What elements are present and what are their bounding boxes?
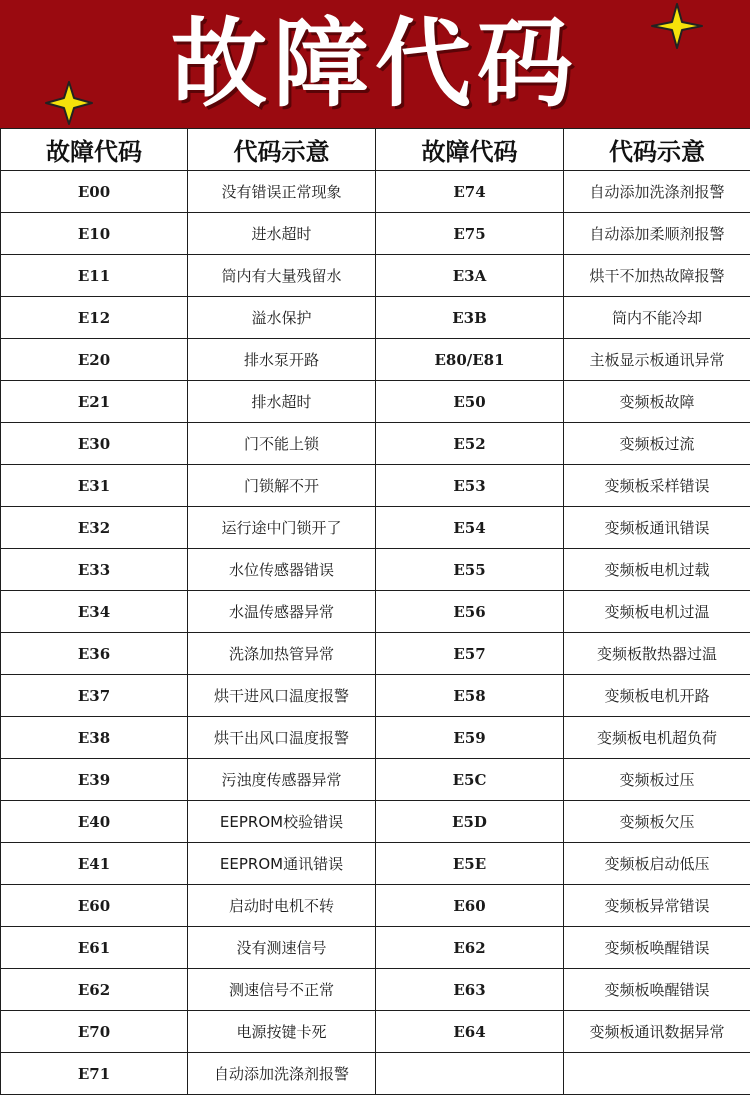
fault-code-cell: E54 [376, 507, 564, 549]
code-meaning-cell: 筒内不能冷却 [564, 297, 750, 339]
fault-code-cell: E57 [376, 633, 564, 675]
table-row [1, 843, 750, 885]
fault-code-cell: E74 [376, 171, 564, 213]
code-meaning-cell: 烘干不加热故障报警 [564, 255, 750, 297]
code-meaning-cell: 洗涤加热管异常 [188, 633, 376, 675]
table-row [1, 1011, 750, 1053]
fault-code-cell: E80/E81 [376, 339, 564, 381]
fault-code-cell: E60 [376, 885, 564, 927]
code-meaning-cell: 没有错误正常现象 [188, 171, 376, 213]
sparkle-star-icon [650, 2, 704, 50]
code-meaning-cell: 污浊度传感器异常 [188, 759, 376, 801]
fault-code-cell: E75 [376, 213, 564, 255]
table-row [1, 885, 750, 927]
code-meaning-cell: 烘干出风口温度报警 [188, 717, 376, 759]
fault-code-cell [376, 1053, 564, 1095]
table-row [1, 927, 750, 969]
fault-code-cell: E21 [1, 381, 188, 423]
code-meaning-cell: 溢水保护 [188, 297, 376, 339]
fault-code-cell: E70 [1, 1011, 188, 1053]
table-row [1, 675, 750, 717]
fault-code-cell: E40 [1, 801, 188, 843]
fault-code-cell: E5E [376, 843, 564, 885]
table-row [1, 255, 750, 297]
code-meaning-cell: 水位传感器错误 [188, 549, 376, 591]
code-meaning-cell: 运行途中门锁开了 [188, 507, 376, 549]
code-meaning-cell: 自动添加洗涤剂报警 [188, 1053, 376, 1095]
table-row [1, 549, 750, 591]
code-meaning-cell: 排水泵开路 [188, 339, 376, 381]
fault-code-cell: E56 [376, 591, 564, 633]
fault-code-cell: E37 [1, 675, 188, 717]
header-fault-code: 故障代码 [376, 129, 564, 171]
fault-code-cell: E55 [376, 549, 564, 591]
code-meaning-cell: 变频板采样错误 [564, 465, 750, 507]
code-meaning-cell: 进水超时 [188, 213, 376, 255]
table-row [1, 171, 750, 213]
fault-code-cell: E36 [1, 633, 188, 675]
code-meaning-cell: 自动添加洗涤剂报警 [564, 171, 750, 213]
code-meaning-cell: 变频板散热器过温 [564, 633, 750, 675]
code-meaning-cell: 变频板欠压 [564, 801, 750, 843]
code-meaning-cell: 变频板过流 [564, 423, 750, 465]
code-meaning-cell: 主板显示板通讯异常 [564, 339, 750, 381]
header-code-meaning: 代码示意 [564, 129, 750, 171]
table-row [1, 423, 750, 465]
fault-code-cell: E58 [376, 675, 564, 717]
table-row [1, 465, 750, 507]
table-row [1, 507, 750, 549]
code-meaning-cell: 门锁解不开 [188, 465, 376, 507]
code-meaning-cell: 启动时电机不转 [188, 885, 376, 927]
code-meaning-cell: 变频板唤醒错误 [564, 969, 750, 1011]
fault-code-cell: E12 [1, 297, 188, 339]
code-meaning-cell: 变频板电机开路 [564, 675, 750, 717]
table-row [1, 297, 750, 339]
fault-code-cell: E38 [1, 717, 188, 759]
table-row [1, 381, 750, 423]
code-meaning-cell: 变频板电机超负荷 [564, 717, 750, 759]
fault-code-cell: E11 [1, 255, 188, 297]
code-meaning-cell: 变频板异常错误 [564, 885, 750, 927]
table-row [1, 213, 750, 255]
fault-code-cell: E31 [1, 465, 188, 507]
table-body [1, 171, 750, 1095]
code-meaning-cell: 门不能上锁 [188, 423, 376, 465]
code-meaning-cell: 排水超时 [188, 381, 376, 423]
code-meaning-cell: 测速信号不正常 [188, 969, 376, 1011]
sparkle-star-icon [44, 80, 94, 126]
code-meaning-cell [564, 1053, 750, 1095]
fault-code-cell: E53 [376, 465, 564, 507]
fault-code-cell: E3B [376, 297, 564, 339]
fault-code-cell: E41 [1, 843, 188, 885]
code-meaning-cell: 变频板过压 [564, 759, 750, 801]
fault-code-cell: E32 [1, 507, 188, 549]
fault-code-cell: E10 [1, 213, 188, 255]
code-meaning-cell: 变频板故障 [564, 381, 750, 423]
fault-code-cell: E50 [376, 381, 564, 423]
code-meaning-cell: 烘干进风口温度报警 [188, 675, 376, 717]
table-row [1, 633, 750, 675]
table-row [1, 591, 750, 633]
table-row [1, 969, 750, 1011]
code-meaning-cell: 变频板通讯数据异常 [564, 1011, 750, 1053]
code-meaning-cell: 变频板电机过载 [564, 549, 750, 591]
fault-code-cell: E5D [376, 801, 564, 843]
fault-code-cell: E52 [376, 423, 564, 465]
code-meaning-cell: 筒内有大量残留水 [188, 255, 376, 297]
code-meaning-cell: 没有测速信号 [188, 927, 376, 969]
code-meaning-cell: 变频板唤醒错误 [564, 927, 750, 969]
fault-code-cell: E39 [1, 759, 188, 801]
fault-code-cell: E62 [1, 969, 188, 1011]
fault-code-cell: E60 [1, 885, 188, 927]
table-row [1, 759, 750, 801]
page-title: 故障代码 [171, 8, 579, 120]
code-meaning-cell: EEPROM通讯错误 [188, 843, 376, 885]
table-row [1, 339, 750, 381]
code-meaning-cell: 自动添加柔顺剂报警 [564, 213, 750, 255]
fault-code-cell: E64 [376, 1011, 564, 1053]
fault-code-cell: E33 [1, 549, 188, 591]
code-meaning-cell: 电源按键卡死 [188, 1011, 376, 1053]
fault-code-cell: E34 [1, 591, 188, 633]
table-row [1, 1053, 750, 1095]
table-row [1, 801, 750, 843]
fault-code-table [0, 128, 750, 1095]
fault-code-cell: E00 [1, 171, 188, 213]
code-meaning-cell: 变频板启动低压 [564, 843, 750, 885]
fault-code-cell: E30 [1, 423, 188, 465]
fault-code-cell: E63 [376, 969, 564, 1011]
header-fault-code: 故障代码 [1, 129, 188, 171]
code-meaning-cell: 变频板电机过温 [564, 591, 750, 633]
fault-code-cell: E61 [1, 927, 188, 969]
code-meaning-cell: 变频板通讯错误 [564, 507, 750, 549]
header-code-meaning: 代码示意 [188, 129, 376, 171]
code-meaning-cell: EEPROM校验错误 [188, 801, 376, 843]
fault-code-cell: E20 [1, 339, 188, 381]
table-row [1, 717, 750, 759]
table-header-row [1, 129, 750, 171]
fault-code-cell: E62 [376, 927, 564, 969]
code-meaning-cell: 水温传感器异常 [188, 591, 376, 633]
fault-code-cell: E71 [1, 1053, 188, 1095]
fault-code-cell: E3A [376, 255, 564, 297]
title-banner [0, 0, 750, 128]
fault-code-cell: E59 [376, 717, 564, 759]
fault-code-cell: E5C [376, 759, 564, 801]
